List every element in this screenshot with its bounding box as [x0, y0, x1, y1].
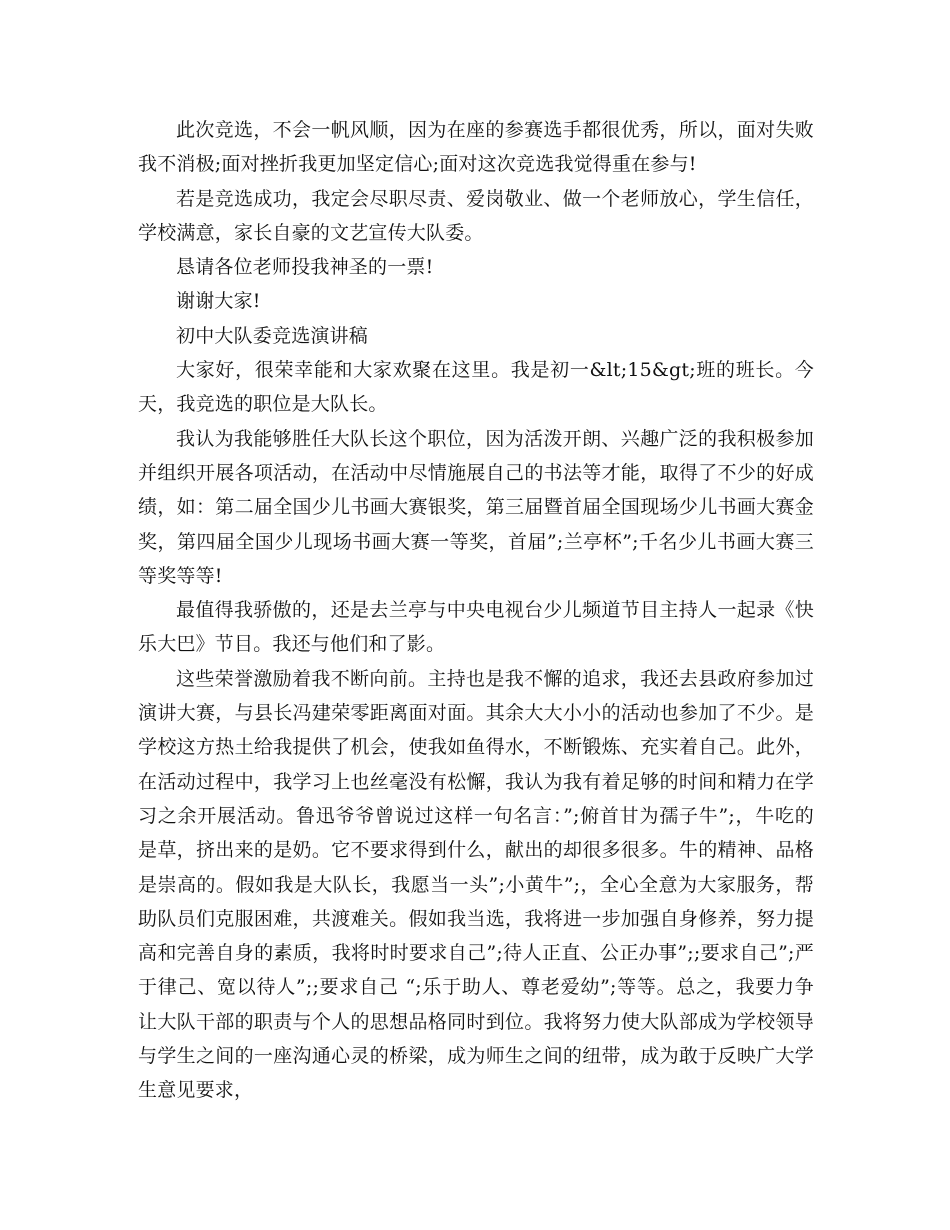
paragraph-4: 谢谢大家!: [176, 290, 261, 313]
paragraph-1: 此次竞选，不会一帆风顺，因为在座的参赛选手都很优秀，所以，面对失败我不消极;面对挫折我更加坚定信心;面对这次竞选我觉得重在参与!: [138, 119, 814, 176]
paragraph-2: 若是竞选成功，我定会尽职尽责、爱岗敬业、做一个老师放心，学生信任，学校满意，家长自豪的文艺宣传大队委。: [138, 187, 814, 244]
paragraph-3: 恳请各位老师投我神圣的一票!: [176, 256, 434, 279]
paragraph-8: 最值得我骄傲的，还是去兰亭与中央电视台少儿频道节目主持人一起录《快乐大巴》节目。我还与他们和了影。: [138, 599, 814, 656]
paragraph-7: 我认为我能够胜任大队长这个职位，因为活泼开朗、兴趣广泛的我积极参加并组织开展各项活动，在活动中尽情施展自己的书法等才能，取得了不少的好成绩，如：第二届全国少儿书画大赛银奖，第三届暨首届全国现场少儿书画大赛金奖，第四届全国少儿现场书画大赛一等奖，首届”;兰亭杯”;千名少儿书画大赛三等奖等等!: [138, 427, 814, 587]
paragraph-6: 大家好，很荣幸能和大家欢聚在这里。我是初一&lt;15&gt;班的班长。今天，我竞选的职位是大队长。: [138, 359, 814, 416]
document-body: [138, 113, 814, 1108]
paragraph-9: 这些荣誉激励着我不断向前。主持也是我不懈的追求，我还去县政府参加过演讲大赛，与县长冯建荣零距离面对面。其余大大小小的活动也参加了不少。是学校这方热土给我提供了机会，使我如鱼得水，不断锻炼、充实着自己。此外，在活动过程中，我学习上也丝毫没有松懈，我认为我有着足够的时间和精力在学习之余开展活动。鲁迅爷爷曾说过这样一句名言：”;俯首甘为孺子牛”;，牛吃的是草，挤出来的是奶。它不要求得到什么，献出的却很多很多。牛的精神、品格是崇高的。假如我是大队长，我愿当一头”;小黄牛”;，全心全意为大家服务，帮助队员们克服困难，共渡难关。假如我当选，我将进一步加强自身修养，努力提高和完善自身的素质，我将时时要求自己”;待人正直、公正办事”;;要求自己”;严于律己、宽以待人”;;要求自己 “;乐于助人、尊老爱幼”;等等。总之，我要力争让大队干部的职责与个人的思想品格同时到位。我将努力使大队部成为学校领导与学生之间的一座沟通心灵的桥梁，成为师生之间的纽带，成为敢于反映广大学生意见要求，: [138, 667, 814, 1102]
section-title: 初中大队委竞选演讲稿: [176, 324, 369, 347]
